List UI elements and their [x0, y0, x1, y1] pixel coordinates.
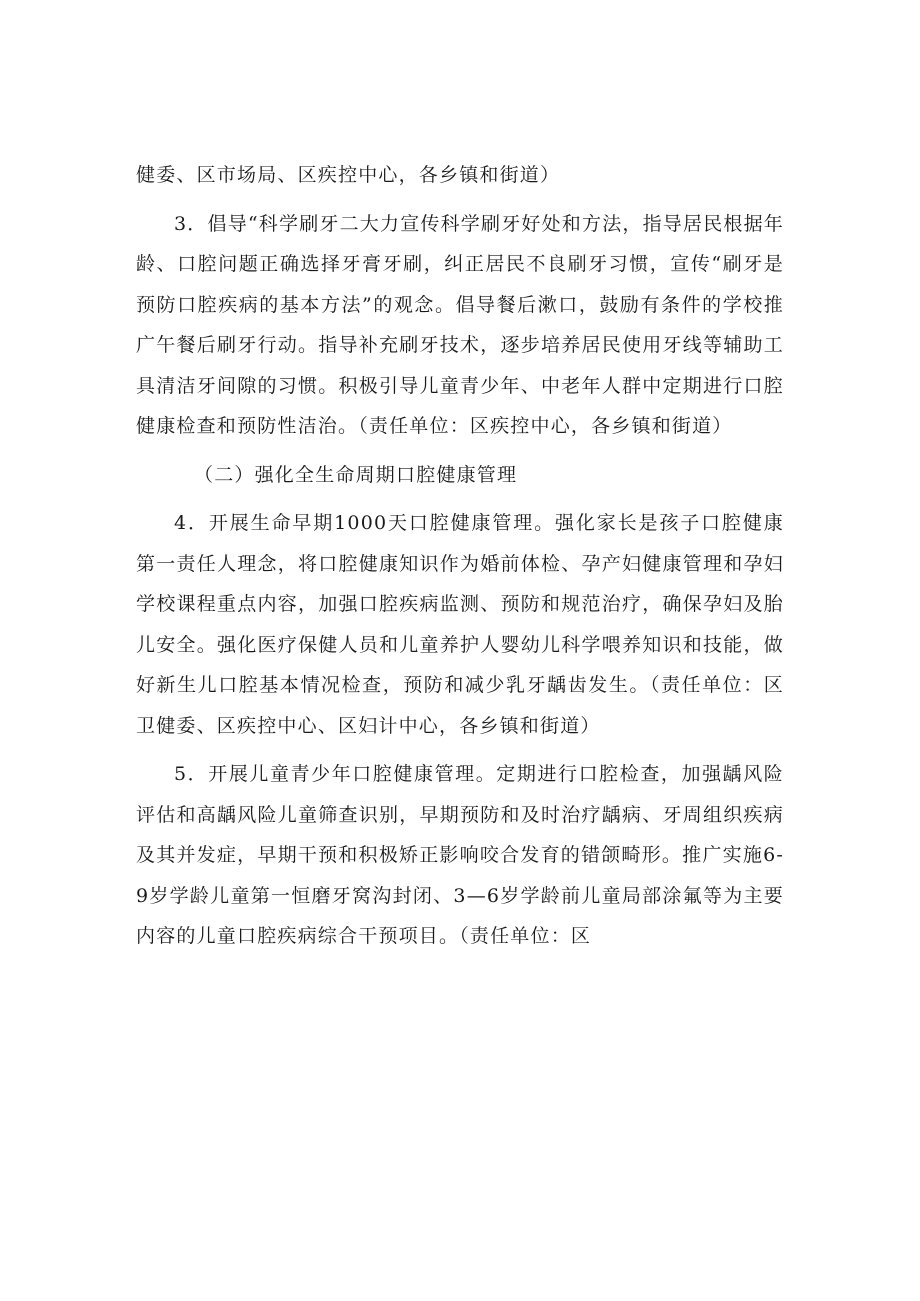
document-page: [136, 155, 784, 965]
section-heading-2: （二）强化全生命周期口腔健康管理: [194, 463, 518, 486]
paragraph-item-3: 3．倡导“科学刷牙二大力宣传科学刷牙好处和方法，指导居民根据年龄、口腔问题正确选择牙膏牙刷，纠正居民不良刷牙习惯，宣传“刷牙是预防口腔疾病的基本方法”的观念。倡导餐后漱口，鼓励有条件的学校推广午餐后刷牙行动。指导补充刷牙技术，逐步培养居民使用牙线等辅助工具清洁牙间隙的习惯。积极引导儿童青少年、中老年人群中定期进行口腔健康检查和预防性洁治。（责任单位：区疾控中心，各乡镇和街道）: [136, 212, 785, 437]
paragraph-continuation: 健委、区市场局、区疾控中心，各乡镇和街道）: [136, 164, 561, 186]
paragraph-item-5: 5．开展儿童青少年口腔健康管理。定期进行口腔检查，加强龋风险评估和高龋风险儿童筛查识别，早期预防和及时治疗龋病、牙周组织疾病及其并发症，早期干预和积极矫正影响咬合发育的错颌畸形。推广实施6-9岁学龄儿童第一恒磨牙窝沟封闭、3—6岁学龄前儿童局部涂氟等为主要内容的儿童口腔疾病综合干预项目。（责任单位：区: [136, 763, 784, 947]
paragraph-item-4: 4．开展生命早期1000天口腔健康管理。强化家长是孩子口腔健康第一责任人理念，将口腔健康知识作为婚前体检、孕产妇健康管理和孕妇学校课程重点内容，加强口腔疾病监测、预防和规范治疗，确保孕妇及胎儿安全。强化医疗保健人员和儿童养护人婴幼儿科学喂养知识和技能，做好新生儿口腔基本情况检查，预防和减少乳牙龋齿发生。（责任单位：区卫健委、区疾控中心、区妇计中心，各乡镇和街道）: [136, 512, 784, 737]
